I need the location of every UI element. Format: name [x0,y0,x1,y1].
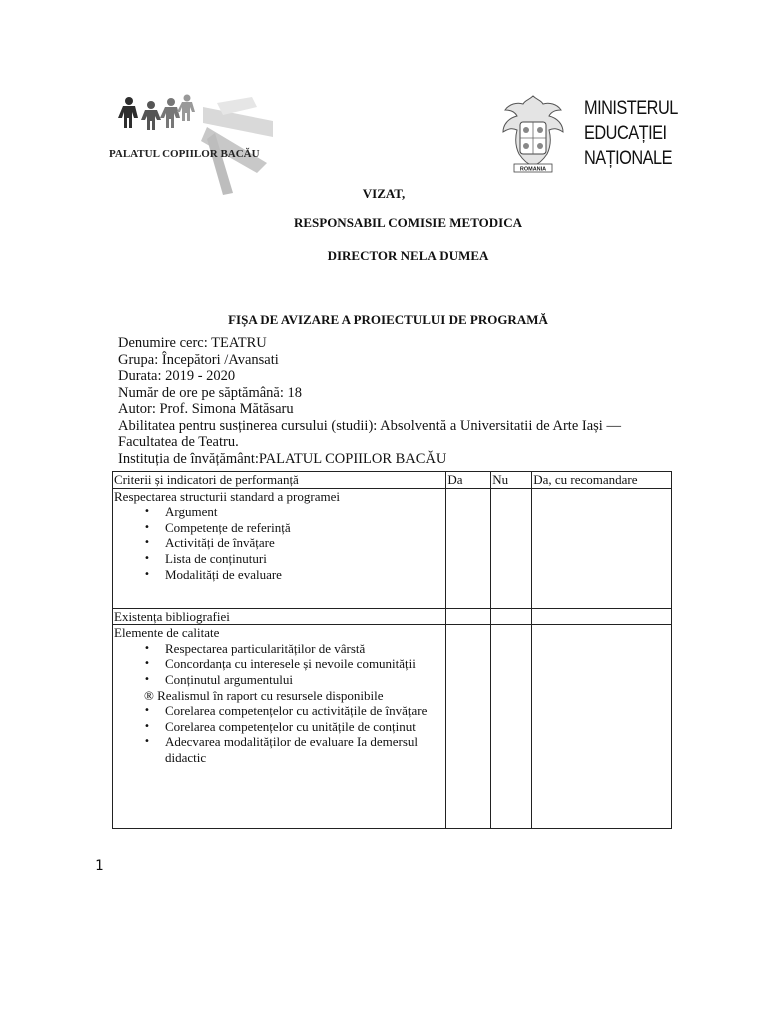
list-item: • Corelarea competențelor cu activitățile de învățare [144,703,444,719]
page-number: 1 [95,858,104,874]
list-item: • Competențe de referință [144,520,444,536]
structure-title: Respectarea structurii standard a programei [114,488,340,504]
info-qualification-cont: Facultatea de Teatru. [118,434,239,450]
quality-cell [113,625,446,829]
quality-list-a [114,641,444,688]
table-row [113,625,672,829]
table-row [113,488,672,608]
ministry-line-1: MINISTERUL [584,98,678,119]
ministry-line-3: NAȚIONALE [584,148,672,169]
list-item: • Argument [144,504,444,520]
list-item: • Conținutul argumentului [144,672,444,688]
list-item: • Lista de conținuturi [144,551,444,567]
header-criteria: Criterii și indicatori de performanță [113,472,446,489]
quality-title: Elemente de calitate [114,625,220,641]
quality-list-b [114,703,444,765]
yes-cell[interactable] [446,608,491,625]
info-duration: Durata: 2019 - 2020 [118,368,236,384]
evaluation-table [112,471,672,829]
recommendation-cell[interactable] [532,625,672,829]
list-item: • Concordanța cu interesele și nevoile comunității [144,656,444,672]
info-institution: Instituția de învățământ:PALATUL COPIILOR BACĂU [118,450,447,467]
logo-text: PALATUL COPIILOR BACĂU [109,148,260,160]
yes-cell[interactable] [446,488,491,608]
program-info [118,335,621,467]
ministry-line-2: EDUCAȚIEI [584,123,667,144]
bibliography-cell: Existența bibliografiei [113,608,446,625]
responsible-label: RESPONSABIL COMISIE METODICA [293,215,523,230]
info-hours: Număr de ore pe săptămână: 18 [118,384,302,401]
table-row [113,608,672,625]
director-label: DIRECTOR NELA DUMEA [327,248,489,263]
recommendation-cell[interactable] [532,488,672,608]
vizat-label: VIZAT, [362,186,406,201]
list-item: • Activități de învățare [144,535,444,551]
list-item: • Adecvarea modalităților de evaluare Ia demersul didactic [144,734,444,765]
recommendation-cell[interactable] [532,608,672,625]
no-cell[interactable] [491,625,532,829]
crest-text: ROMANIA [519,166,547,173]
structure-cell [113,488,446,608]
list-item: • Corelarea competențelor cu unitățile de conținut [144,719,444,735]
info-circle-name: Denumire cerc: TEATRU [118,335,267,351]
no-cell[interactable] [491,608,532,625]
ministry-name [584,96,678,171]
info-group: Grupa: Începători /Avansati [118,351,279,368]
yes-cell[interactable] [446,625,491,829]
realism-item: ® Realismul în raport cu resursele disponibile [144,687,384,703]
info-author: Autor: Prof. Simona Mătăsaru [118,401,294,417]
info-qualification: Abilitatea pentru susținerea cursului (studii): Absolventă a Universitatii de Arte Iași — [118,417,621,434]
table-header-row [113,472,672,489]
header-no: Nu [491,472,532,489]
list-item: • Modalități de evaluare [144,567,444,583]
list-item: • Respectarea particularităților de vârstă [144,641,444,657]
header-yes-with-recommendation: Da, cu recomandare [532,472,672,489]
no-cell[interactable] [491,488,532,608]
document-title: FIȘA DE AVIZARE A PROIECTULUI DE PROGRAMĂ [228,312,548,327]
romania-coat-of-arms-icon [500,94,566,176]
header-yes: Da [446,472,491,489]
structure-list [114,504,444,582]
palatul-copiilor-logo [107,93,273,197]
